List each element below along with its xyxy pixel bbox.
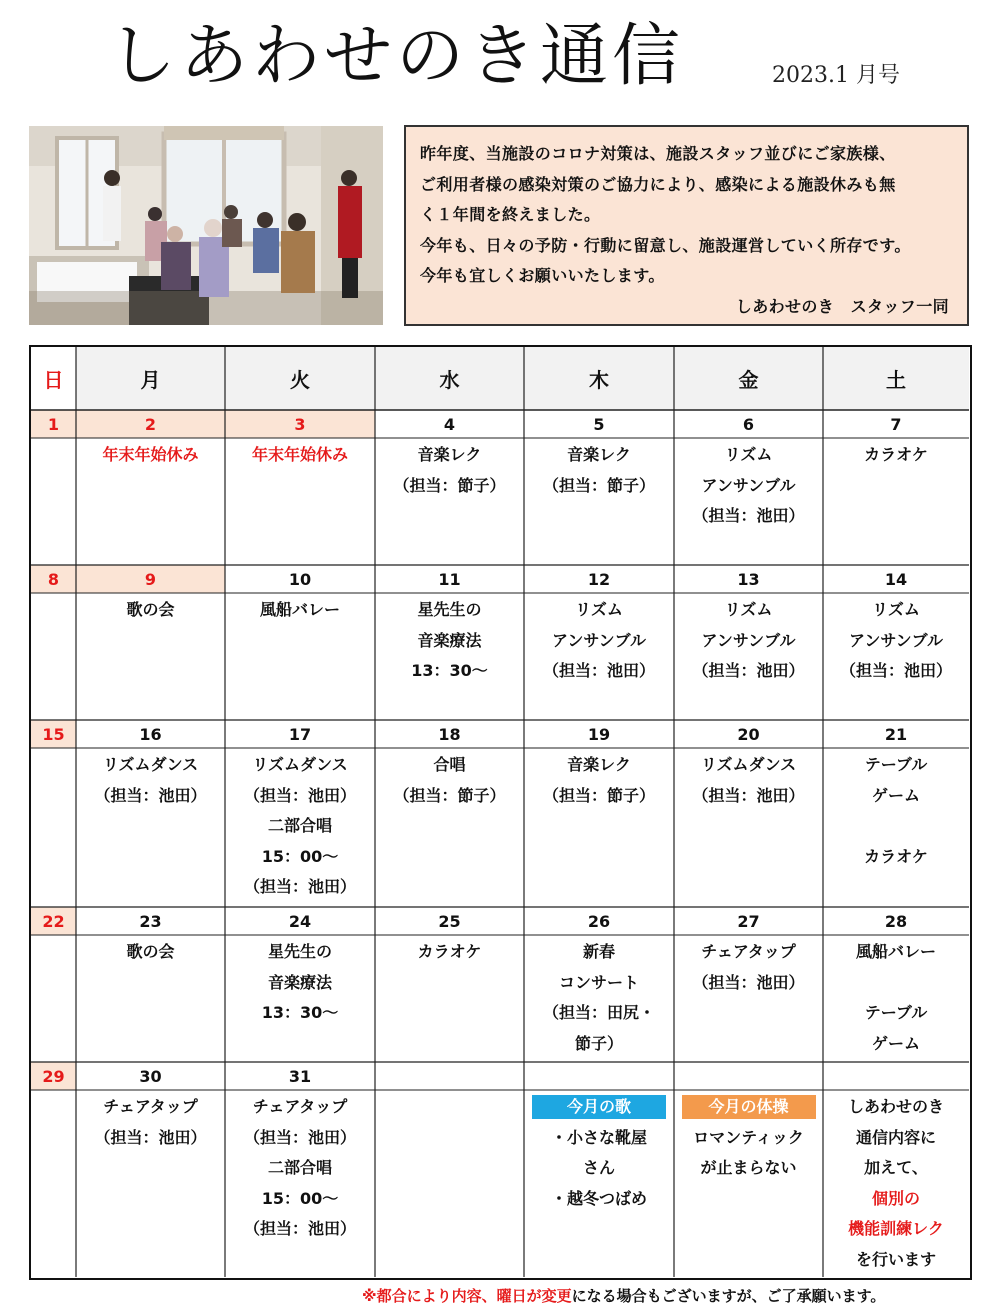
activity-line: アンサンブル: [701, 475, 796, 495]
date-number: 10: [288, 569, 312, 589]
date-number: 24: [288, 911, 312, 931]
activity-line: （担当：節子）: [542, 785, 655, 805]
day-activity: [76, 748, 225, 907]
weekday-header: 水: [439, 368, 460, 392]
activity-line: しあわせのき: [847, 1097, 944, 1116]
activity-line: ・小さな靴屋: [550, 1127, 647, 1147]
day-activity: [524, 1090, 674, 1277]
date-number: 2: [144, 414, 157, 434]
date-number: 18: [438, 724, 461, 744]
day-activity: [524, 935, 674, 1062]
activity-line: テーブル: [864, 1003, 928, 1022]
date-number: 22: [42, 911, 65, 931]
date-number: 6: [742, 414, 755, 434]
activity-line: カラオケ: [864, 445, 928, 464]
activity-line: 15：00〜: [261, 846, 339, 866]
activity-line: リズムダンス: [252, 755, 348, 774]
date-number: 12: [587, 569, 611, 589]
activity-line: （担当：池田）: [94, 1127, 207, 1147]
activity-tag: 今月の歌: [532, 1095, 666, 1119]
activity-line: カラオケ: [417, 942, 482, 961]
day-activity: [674, 593, 823, 720]
day-activity: [823, 1090, 969, 1277]
day-activity: [524, 593, 674, 720]
activity-line: 音楽レク: [417, 445, 482, 464]
activity-line: （担当：池田）: [542, 661, 655, 680]
activity-line: リズムダンス: [700, 755, 797, 774]
date-number: 14: [884, 569, 908, 589]
activity-line: 新春: [582, 942, 615, 961]
activity-line: 星先生の: [417, 600, 482, 619]
date-number: 19: [587, 724, 611, 744]
activity-line: 通信内容に: [855, 1127, 936, 1147]
activity-line: [823, 968, 969, 999]
activity-line: 15：00〜: [261, 1188, 339, 1208]
date-number: 27: [737, 911, 760, 931]
activity-line: （担当：池田）: [692, 972, 805, 992]
day-activity: [674, 935, 823, 1062]
notice-signature: しあわせのき スタッフ一同: [735, 296, 949, 316]
day-activity: [375, 438, 524, 565]
day-activity: [225, 438, 375, 565]
activity-line: 機能訓練レク: [848, 1219, 944, 1238]
day-activity: [524, 748, 674, 907]
date-number: 31: [288, 1066, 312, 1086]
activity-line: 二部合唱: [267, 1158, 332, 1177]
weekday-header: 火: [290, 368, 310, 392]
group-photo: [29, 126, 383, 325]
activity-line: 個別の: [871, 1188, 920, 1208]
day-activity: [225, 593, 375, 720]
activity-line: カラオケ: [864, 846, 928, 866]
day-activity: [375, 748, 524, 907]
activity-line: （担当：池田）: [692, 661, 805, 680]
activity-line: リズム: [575, 600, 623, 619]
activity-line: 風船バレー: [855, 942, 936, 961]
footnote-text: になる場合もございますが、ご了承願います。: [571, 1287, 886, 1305]
activity-line: 音楽療法: [417, 630, 482, 650]
date-number: 17: [288, 724, 312, 744]
activity-line: （担当：池田）: [94, 785, 207, 805]
activity-line: （担当：池田）: [692, 785, 805, 805]
activity-line: 音楽レク: [567, 755, 631, 774]
activity-line: リズムダンス: [102, 755, 199, 774]
activity-line: 年末年始休み: [251, 445, 348, 464]
date-number: 9: [144, 569, 157, 589]
activity-line: を行います: [855, 1249, 936, 1269]
activity-line: 風船バレー: [259, 600, 340, 619]
activity-line: 歌の会: [126, 600, 175, 619]
notice-box: [404, 125, 969, 326]
date-number: 29: [42, 1066, 65, 1086]
day-activity: [76, 1090, 225, 1277]
activity-line: ゲーム: [871, 1033, 920, 1053]
activity-line: アンサンブル: [552, 630, 646, 650]
date-number: 8: [47, 569, 60, 589]
day-activity: [823, 593, 969, 720]
day-activity: [76, 438, 225, 565]
day-activity: [823, 438, 969, 565]
day-activity: [225, 935, 375, 1062]
date-number: [823, 1062, 969, 1090]
footnote: [362, 1285, 885, 1306]
weekday-header: 日: [43, 368, 64, 392]
date-number: 23: [139, 911, 162, 931]
activity-line: ・越冬つばめ: [550, 1188, 647, 1208]
activity-line: （担当：田尻・: [542, 1003, 655, 1022]
activity-line: （担当：池田）: [243, 1127, 356, 1147]
date-number: 1: [47, 414, 60, 434]
activity-line: 歌の会: [126, 942, 175, 961]
activity-line: （担当：池田）: [243, 785, 356, 805]
weekday-header: 月: [140, 368, 161, 392]
activity-line: （担当：池田）: [243, 877, 356, 896]
date-number: 28: [884, 911, 908, 931]
weekday-header: 木: [589, 368, 609, 392]
activity-line: さん: [582, 1158, 615, 1177]
activity-tag: 今月の体操: [682, 1095, 816, 1119]
activity-line: リズム: [872, 600, 920, 619]
day-activity: [375, 935, 524, 1062]
activity-line: アンサンブル: [701, 630, 796, 650]
date-number: 7: [890, 414, 902, 434]
date-number: 16: [139, 724, 162, 744]
day-activity: [524, 438, 674, 565]
day-activity: [375, 593, 524, 720]
activity-line: （担当：池田）: [243, 1219, 356, 1238]
activity-line: （担当：節子）: [393, 785, 506, 805]
issue-label: 2023.1 月号: [772, 63, 900, 88]
date-number: 20: [737, 724, 760, 744]
activity-line: 音楽レク: [567, 445, 631, 464]
day-activity: [823, 935, 969, 1062]
activity-line: （担当：池田）: [692, 506, 805, 525]
activity-line: [823, 811, 969, 842]
activity-line: 年末年始休み: [102, 445, 199, 464]
activity-line: 星先生の: [267, 942, 332, 961]
day-activity: [76, 593, 225, 720]
date-number: [524, 1062, 674, 1090]
day-activity: [225, 748, 375, 907]
date-number: 21: [884, 724, 908, 744]
date-number: 11: [438, 569, 461, 589]
activity-line: 二部合唱: [267, 816, 332, 835]
weekday-header: 金: [738, 368, 759, 392]
date-number: 5: [593, 414, 605, 434]
activity-line: アンサンブル: [849, 630, 943, 650]
activity-line: 13：30〜: [261, 1003, 339, 1022]
activity-line: リズム: [724, 600, 773, 619]
date-number: 30: [139, 1066, 162, 1086]
activity-line: 音楽療法: [267, 972, 332, 992]
activity-calendar: [29, 345, 972, 1280]
notice-line: 今年も、日々の予防・行動に留意し、施設運営していく所存です。: [420, 235, 911, 255]
activity-line: テーブル: [864, 755, 928, 774]
activity-line: ロマンティック: [693, 1127, 804, 1147]
notice-line: く１年間を終えました。: [420, 205, 601, 224]
activity-line: （担当：節子）: [542, 475, 655, 495]
activity-line: が止まらない: [700, 1158, 797, 1177]
newsletter-title: しあわせのき通信: [108, 17, 685, 96]
day-activity: [674, 438, 823, 565]
date-number: 26: [587, 911, 611, 931]
notice-line: 昨年度、当施設のコロナ対策は、施設スタッフ並びにご家族様、: [420, 144, 896, 163]
activity-line: ゲーム: [871, 785, 920, 805]
footnote-highlight: ※都合により内容、曜日が変更: [362, 1287, 572, 1305]
activity-line: 加えて、: [864, 1158, 928, 1177]
activity-line: 13：30〜: [411, 661, 488, 680]
activity-line: チェアタップ: [103, 1097, 198, 1116]
date-number: 4: [443, 414, 456, 434]
activity-line: （担当：節子）: [393, 475, 506, 495]
date-number: [674, 1062, 823, 1090]
notice-line: 今年も宜しくお願いいたします。: [420, 266, 665, 285]
activity-line: （担当：池田）: [839, 661, 952, 680]
weekday-header: 土: [886, 368, 906, 392]
day-activity: [674, 1090, 823, 1277]
date-number: 3: [294, 414, 306, 434]
day-activity: [823, 748, 969, 907]
activity-line: チェアタップ: [252, 1097, 348, 1116]
activity-line: コンサート: [558, 972, 639, 992]
activity-line: 合唱: [433, 755, 466, 774]
activity-line: チェアタップ: [701, 942, 796, 961]
date-number: 25: [438, 911, 461, 931]
day-activity: [674, 748, 823, 907]
date-number: 15: [42, 724, 65, 744]
notice-line: ご利用者様の感染対策のご協力により、感染による施設休みも無: [420, 174, 896, 194]
activity-line: 節子）: [574, 1033, 623, 1053]
date-number: 13: [737, 569, 760, 589]
day-activity: [76, 935, 225, 1062]
date-number: [375, 1062, 524, 1090]
day-activity: [225, 1090, 375, 1277]
activity-line: リズム: [724, 445, 773, 464]
